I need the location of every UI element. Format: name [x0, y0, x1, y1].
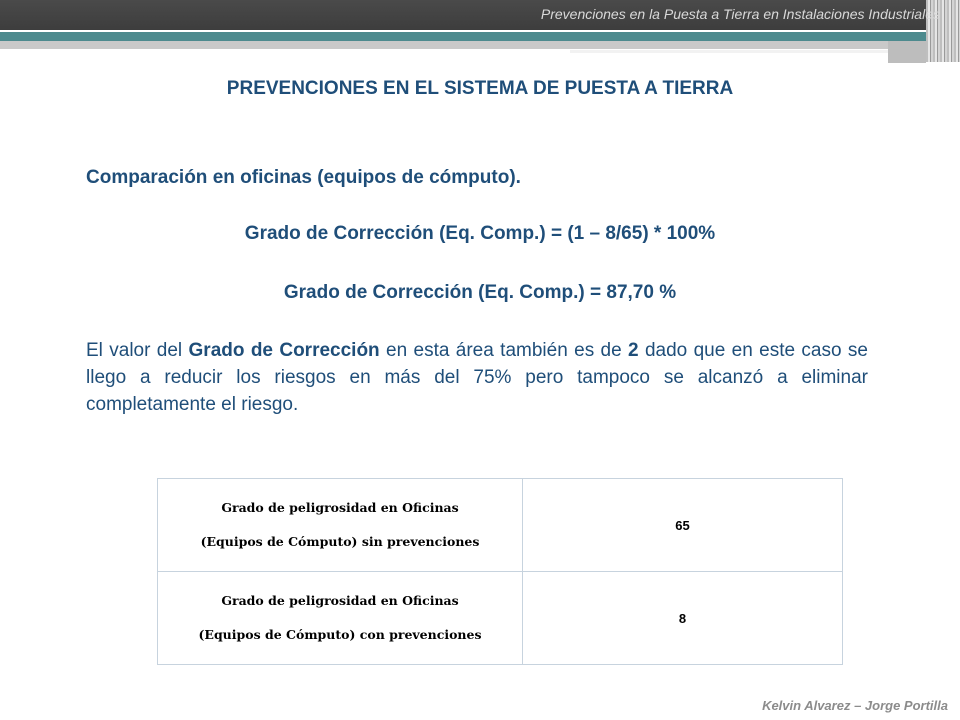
table-value-cell: 8: [523, 572, 843, 665]
paragraph-text: El valor del: [86, 340, 189, 361]
paragraph-emphasis-value: 2: [628, 340, 639, 361]
formula-calculation: Grado de Corrección (Eq. Comp.) = (1 – 8/65) * 100%: [244, 223, 716, 244]
label-line: (Equipos de Cómputo) con prevenciones: [198, 627, 482, 642]
header-white-rule: [570, 50, 888, 53]
header-gray-line: [0, 41, 926, 49]
paragraph-text: dado que en este caso se llego a reducir los riesgos en más del 75% pero tampoco se alcanzó a eliminar completamente el riesgo.: [86, 340, 868, 415]
table-row: [158, 479, 843, 572]
table-label-cell: [158, 479, 523, 572]
paragraph-emphasis-term: Grado de Corrección: [188, 340, 380, 361]
table-row: [158, 572, 843, 665]
header-accent-line: [0, 32, 926, 41]
comparison-table: [157, 478, 843, 665]
explanation-paragraph: [86, 337, 868, 418]
header-corner-shade: [888, 41, 926, 63]
slide-subject: Prevenciones en la Puesta a Tierra en Instalaciones Industriales: [540, 6, 940, 22]
paragraph-text: en esta área también es de: [379, 340, 629, 361]
table-label-cell: [158, 572, 523, 665]
footer-authors: Kelvin Alvarez – Jorge Portilla: [762, 698, 948, 713]
slide-title: PREVENCIONES EN EL SISTEMA DE PUESTA A TIERRA: [226, 78, 734, 99]
section-subheading: Comparación en oficinas (equipos de cómputo).: [86, 167, 521, 188]
label-line: Grado de peligrosidad en Oficinas: [221, 593, 459, 608]
label-line: Grado de peligrosidad en Oficinas: [221, 500, 459, 515]
label-line: (Equipos de Cómputo) sin prevenciones: [200, 534, 480, 549]
table-value-cell: 65: [523, 479, 843, 572]
formula-result: Grado de Corrección (Eq. Comp.) = 87,70 %: [283, 282, 677, 303]
